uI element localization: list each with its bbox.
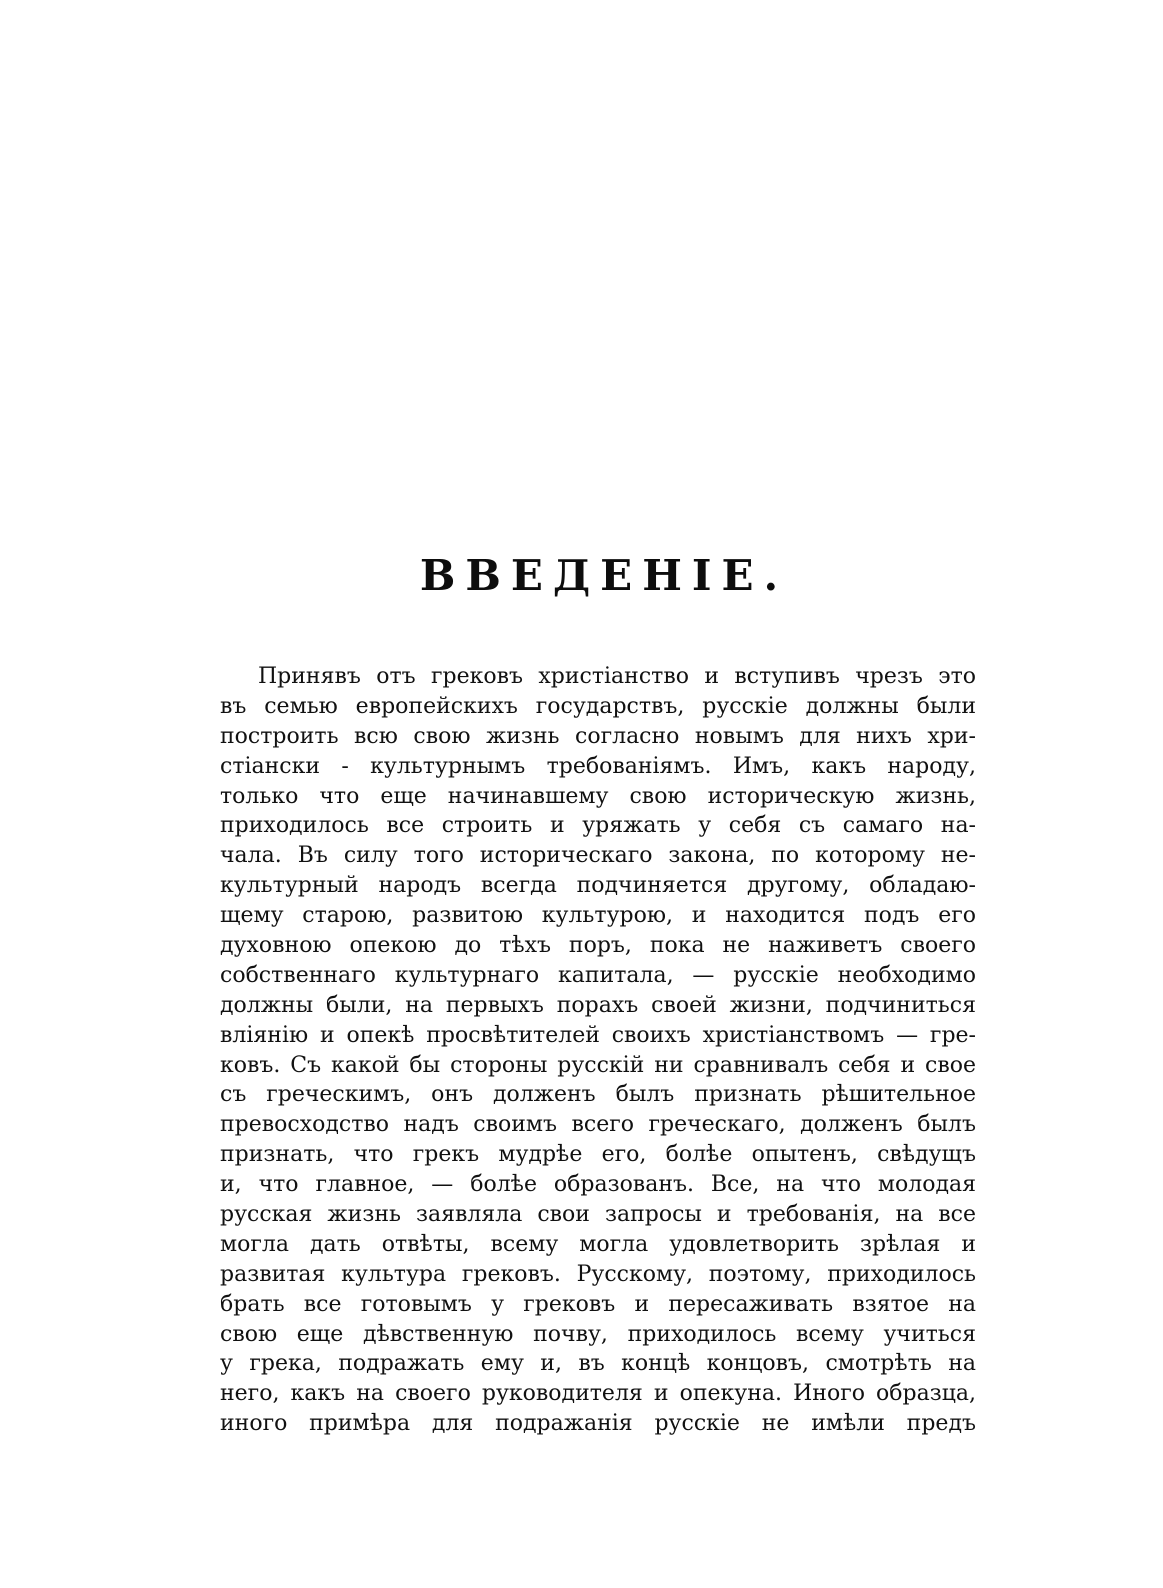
text-line: могла дать отвѣты, всему могла удовлетворить зрѣлая и xyxy=(220,1231,976,1257)
text-line: развитая культура грековъ. Русскому, поэтому, приходилось xyxy=(220,1261,976,1287)
text-line: культурный народъ всегда подчиняется другому, обладаю- xyxy=(220,873,976,899)
text-line: него, какъ на своего руководителя и опекуна. Иного образца, xyxy=(220,1381,976,1407)
text-line: у грека, подражать ему и, въ концѣ концовъ, смотрѣть на xyxy=(220,1351,976,1377)
text-line: превосходство надъ своимъ всего греческаго, долженъ былъ xyxy=(220,1112,976,1138)
text-line: духовною опекою до тѣхъ поръ, пока не наживетъ своего xyxy=(220,933,976,959)
text-line: стіански - культурнымъ требованіямъ. Имъ, какъ народу, xyxy=(220,753,976,779)
body-text xyxy=(220,662,976,1439)
text-line: признать, что грекъ мудрѣе его, болѣе опытенъ, свѣдущъ xyxy=(220,1142,976,1168)
text-line: иного примѣра для подражанія русскіе не имѣли предъ xyxy=(220,1411,976,1437)
text-line: собственнаго культурнаго капитала, — русскіе необходимо xyxy=(220,962,976,988)
text-line: и, что главное, — болѣе образованъ. Все, на что молодая xyxy=(220,1172,976,1198)
text-line: построить всю свою жизнь согласно новымъ для нихъ хри- xyxy=(220,723,976,749)
text-line: съ греческимъ, онъ долженъ былъ признать рѣшительное xyxy=(220,1082,976,1108)
text-line: приходилось все строить и уряжать у себя съ самаго на- xyxy=(220,813,976,839)
text-line: свою еще дѣвственную почву, приходилось всему учиться xyxy=(220,1321,976,1347)
chapter-title: ВВЕДЕНІЕ. xyxy=(419,551,789,600)
text-line: вліянію и опекѣ просвѣтителей своихъ христіанствомъ — гре- xyxy=(220,1022,976,1048)
text-line: Принявъ отъ грековъ христіанство и вступивъ чрезъ это xyxy=(258,664,976,689)
text-line: должны были, на первыхъ порахъ своей жизни, подчиниться xyxy=(220,992,976,1018)
text-line: только что еще начинавшему свою историческую жизнь, xyxy=(220,783,976,809)
text-line: русская жизнь заявляла свои запросы и требованія, на все xyxy=(220,1202,976,1228)
text-line: брать все готовымъ у грековъ и пересаживать взятое на xyxy=(220,1291,976,1317)
text-line: щему старою, развитою культурою, и находится подъ его xyxy=(220,903,976,929)
text-line: ковъ. Съ какой бы стороны русскій ни сравнивалъ себя и свое xyxy=(220,1052,976,1078)
text-line: въ семью европейскихъ государствъ, русскіе должны были xyxy=(220,693,976,719)
text-line: чала. Въ силу того историческаго закона, по которому не- xyxy=(220,843,976,869)
